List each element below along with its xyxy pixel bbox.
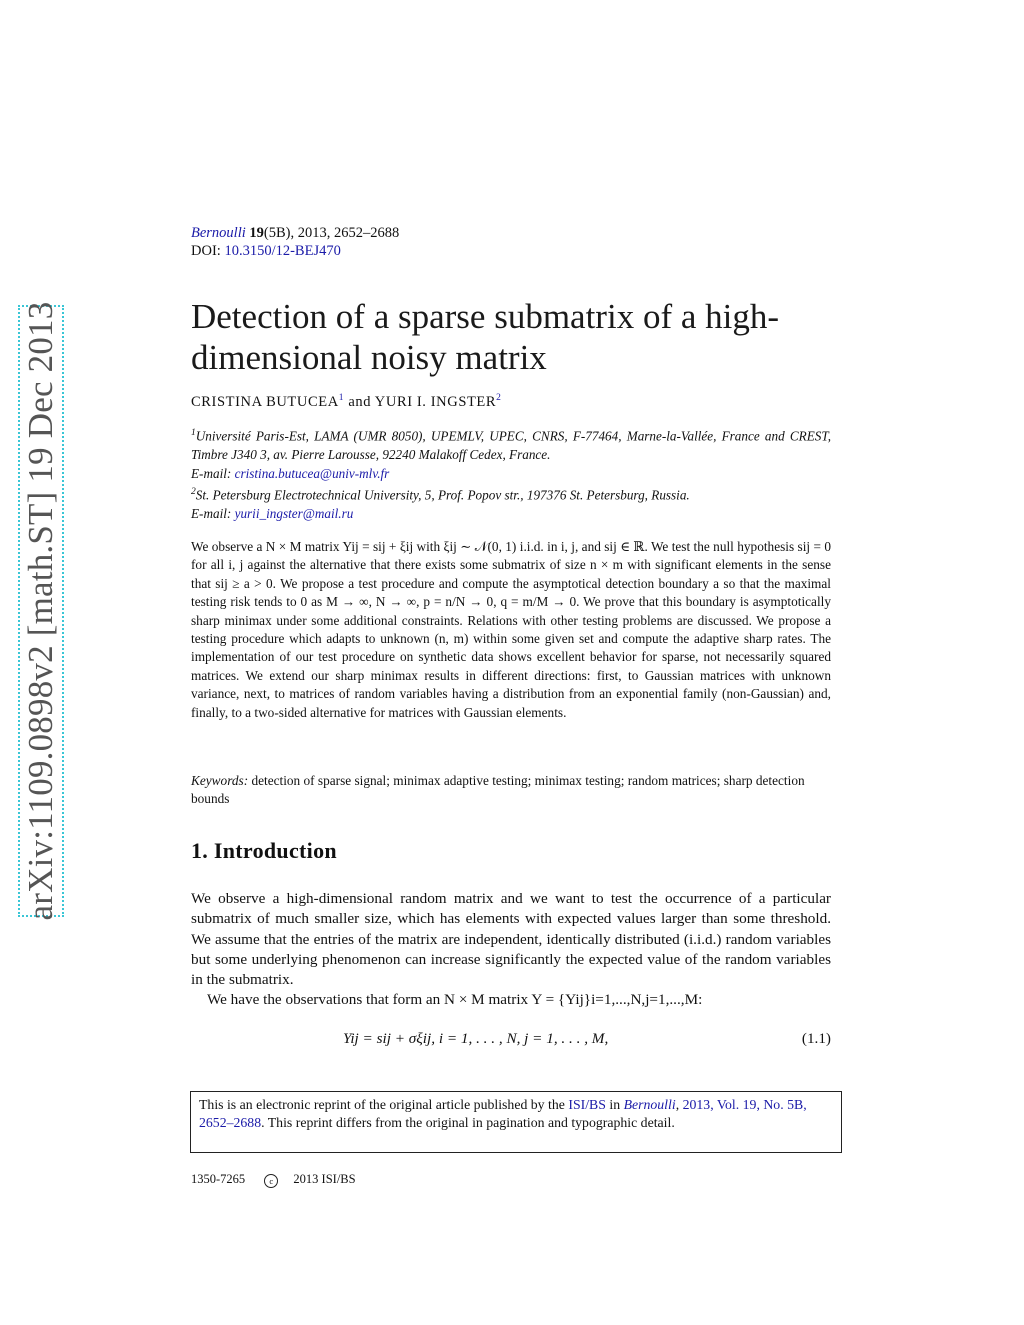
affiliation-2 (191, 483, 831, 524)
email-link[interactable]: cristina.butucea@univ-mlv.fr (234, 465, 390, 481)
journal-citation (191, 224, 831, 260)
affiliations (191, 424, 831, 524)
paper-title: Detection of a sparse submatrix of a high-dimensional noisy matrix (191, 297, 780, 377)
affiliation-text: Université Paris-Est, LAMA (UMR 8050), UPEMLV, UPEC, CNRS, F-77464, Marne-la-Vallée, France and CREST, Timbre J340 3, av. Pierre Larousse, 92240 Malakoff Cedex, France. (191, 428, 831, 462)
intro-paragraph: We have the observations that form an N × M matrix Y = {Yij}i=1,...,N,j=1,...,M: (207, 991, 703, 1008)
affiliation-marker: 2 (191, 487, 196, 498)
author-name: YURI I. INGSTER (374, 393, 497, 410)
copyright-holder: 2013 ISI/BS (293, 1172, 356, 1186)
copyright-icon: c (264, 1174, 278, 1188)
abstract: We observe a N × M matrix Yij = sij + ξij with ξij ∼ 𝒩(0, 1) i.i.d. in i, j, and sij ∈ ℝ. We test the null hypothesis sij = 0 for all i, j against the alternative that there exists some submatrix of size n × m with significant elements in the sense that sij ≥ a > 0. We propose a test procedure and compute the asymptotical detection boundary a so that the maximal testing risk tends to 0 as M → ∞, N → ∞, p = n/N → 0, q = m/M → 0. We prove that this boundary is asymptotically sharp minimax under some additional constraints. Relations with other testing problems are discussed. We propose a testing procedure which adapts to unknown (n, m) within some given set and compute the adaptive sharp rates. The implementation of our test procedure on synthetic data shows excellent behavior for sparse, not necessarily squared matrices. We extend our sharp minimax results in different directions: first, to Gaussian matrices with unknown variance, next, to matrices of random variables having a distribution from an exponential family (non-Gaussian) and, finally, to a two-sided alternative for matrices with Gaussian elements. (191, 539, 831, 720)
page-footer (191, 1172, 831, 1188)
journal-link[interactable]: Bernoulli (191, 225, 246, 241)
email-link[interactable]: yurii_ingster@mail.ru (234, 506, 354, 522)
affiliation-1 (191, 424, 831, 483)
journal-issue-pages: (5B), 2013, 2652–2688 (263, 225, 400, 241)
arxiv-side-stamp (18, 301, 64, 921)
author-conjunction: and (348, 393, 372, 410)
citation-link[interactable]: 2013, Vol. 19, No. 5B, 2652–2688 (199, 1097, 807, 1131)
journal-volume: 19 (249, 225, 264, 241)
doi-label: DOI: (191, 243, 221, 259)
affiliation-marker: 1 (191, 428, 196, 438)
affiliation-ref[interactable]: 1 (338, 393, 345, 403)
keywords-label: Keywords: (191, 773, 249, 788)
email-label: E-mail: (191, 465, 232, 481)
email-label: E-mail: (191, 506, 232, 522)
reprint-text: . This reprint differs from the original in pagination and typographic detail. (261, 1115, 675, 1131)
equation-1-1 (191, 1029, 831, 1051)
affiliation-text: St. Petersburg Electrotechnical University, 5, Prof. Popov str., 197376 St. Petersburg, Russia. (195, 487, 690, 503)
author-line (191, 393, 831, 411)
keywords-text: detection of sparse signal; minimax adaptive testing; minimax testing; random matrices; sharp detection bounds (191, 773, 805, 807)
arxiv-identifier[interactable]: arXiv:1109.0898v2 [math.ST] 19 Dec 2013 (21, 301, 60, 921)
doi-line (191, 242, 831, 260)
doi-link[interactable]: 10.3150/12-BEJ470 (224, 243, 341, 259)
author-name: CRISTINA BUTUCEA (191, 393, 339, 410)
journal-volume-line (191, 224, 831, 242)
reprint-text: This is an electronic reprint of the original article published by the (199, 1097, 565, 1112)
equation-number: (1.1) (801, 1030, 831, 1047)
reprint-notice: This is an electronic reprint of the original article published by the ISI/BS in Bernoulli, 2013, Vol. 19, No. 5B, 2652–2688. This reprint differs from the original in pagination and typographic detail. (190, 1091, 842, 1153)
journal-link[interactable]: Bernoulli (623, 1097, 676, 1112)
intro-paragraph: We observe a high-dimensional random matrix and we want to test the occurrence of a particular submatrix of much smaller size, which has elements with expected values larger than some threshold. We assume that the entries of the matrix are independent, identically distributed (i.i.d.) random variables but some underlying phenomenon can increase significantly the expected value of the random variables in the submatrix. (191, 890, 831, 989)
publisher-link[interactable]: ISI/BS (568, 1097, 606, 1112)
reprint-text: in (609, 1097, 621, 1112)
affiliation-ref[interactable]: 2 (496, 393, 502, 403)
issn: 1350-7265 (191, 1172, 246, 1186)
equation-expression: Yij = sij + σξij, i = 1, . . . , N, j = 1, . . . , M, (343, 1030, 609, 1047)
section-heading: 1. Introduction (191, 838, 337, 863)
keywords (191, 772, 831, 809)
